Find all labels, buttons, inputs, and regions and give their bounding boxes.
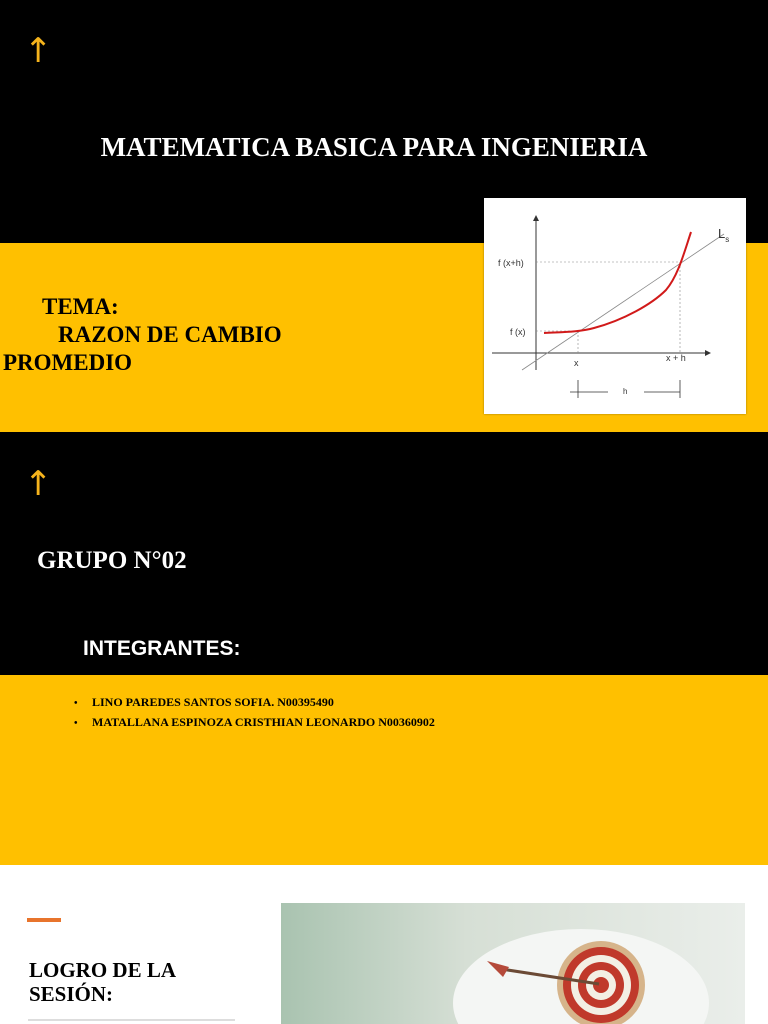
h-label: h bbox=[623, 387, 628, 396]
group-title: GRUPO N°02 bbox=[37, 547, 187, 574]
tema-line-1: RAZON DE CAMBIO bbox=[58, 322, 282, 347]
target-illustration bbox=[281, 903, 745, 1024]
members-list bbox=[74, 693, 435, 733]
heading-underline bbox=[28, 1019, 235, 1021]
fxh-label: f (x+h) bbox=[498, 258, 524, 268]
target-photo bbox=[281, 903, 745, 1024]
ls-label: $L_s$ bbox=[718, 226, 730, 244]
x-label: x bbox=[574, 358, 579, 368]
up-arrow-icon: ↑ bbox=[24, 31, 53, 71]
members-heading: INTEGRANTES: bbox=[83, 637, 241, 660]
fx-label: f (x) bbox=[510, 327, 526, 337]
session-goal-line-1: LOGRO DE LA bbox=[29, 958, 177, 982]
list-item: • LINO PAREDES SANTOS SOFIA. N00395490 bbox=[74, 693, 435, 713]
target-bullseye bbox=[593, 977, 609, 993]
presentation-title: MATEMATICA BASICA PARA INGENIERIA bbox=[100, 132, 648, 162]
list-item: • MATALLANA ESPINOZA CRISTHIAN LEONARDO N00360902 bbox=[74, 713, 435, 733]
graph-svg bbox=[484, 198, 746, 414]
tema-line-2: PROMEDIO bbox=[3, 350, 133, 375]
tema-label: TEMA: bbox=[42, 294, 119, 319]
accent-dash bbox=[27, 918, 61, 922]
secant-line bbox=[522, 234, 724, 370]
session-goal-heading bbox=[29, 958, 229, 1006]
up-arrow-icon: ↑ bbox=[24, 464, 53, 504]
secant-line-graph bbox=[484, 198, 746, 414]
function-curve bbox=[544, 232, 691, 333]
session-goal-line-2: SESIÓN: bbox=[29, 982, 114, 1006]
xh-label: x + h bbox=[666, 353, 686, 363]
